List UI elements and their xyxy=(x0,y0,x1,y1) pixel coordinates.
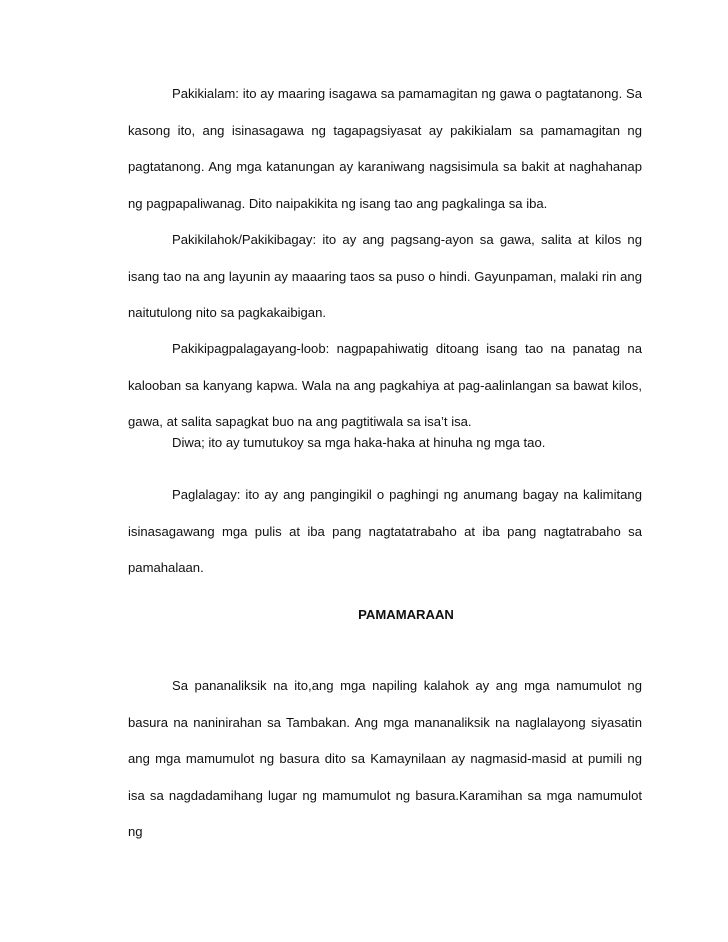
section-heading: PAMAMARAAN xyxy=(358,607,454,622)
paragraph-pakikialam: Pakikialam: ito ay maaring isagawa sa pamamagitan ng gawa o pagtatanong. Sa kasong ito, ang isinasagawa ng tagapagsiyasat ay pakikialam sa pamamagitan ng pagtatanong. Ang mga katanungan ay karaniwang nagsisimula sa bakit at naghahanap ng pagpapaliwanag. Dito naipakikita ng isang tao ang pagkalinga sa iba. xyxy=(128,86,642,211)
paragraph-paglalagay: Paglalagay: ito ay ang pangingikil o paghingi ng anumang bagay na kalimitang isinasagawang mga pulis at iba pang nagtatatrabaho at iba pang nagtatrabaho sa pamahalaan. xyxy=(128,487,642,576)
paragraph-pakikipagpalagayang-loob: Pakikipagpalagayang-loob: nagpapahiwatig ditoang isang tao na panatag na kalooban sa kanyang kapwa. Wala na ang pagkahiya at pag-aalinlangan sa bawat kilos, gawa, at salita sapagkat buo na ang pagtitiwala sa isa’t isa. xyxy=(128,341,642,430)
paragraph-pakikilahok: Pakikilahok/Pakikibagay: ito ay ang pagsang-ayon sa gawa, salita at kilos ng isang tao na ang layunin ay maaaring taos sa puso o hindi. Gayunpaman, malaki rin ang naitutulong nito sa pagkakaibigan. xyxy=(128,232,642,321)
paragraph-pananaliksik: Sa pananaliksik na ito,ang mga napiling kalahok ay ang mga namumulot ng basura na naninirahan sa Tambakan. Ang mga mananaliksik na naglalayong siyasatin ang mga mamumulot ng basura dito sa Kamaynilaan ay nagmasid-masid at pumili ng isa sa nagdadamihang lugar ng mamumulot ng basura.Karamihan sa mga namumulot ng xyxy=(128,678,642,840)
paragraph-diwa: Diwa; ito ay tumutukoy sa mga haka-haka at hinuha ng mga tao. xyxy=(172,435,546,450)
